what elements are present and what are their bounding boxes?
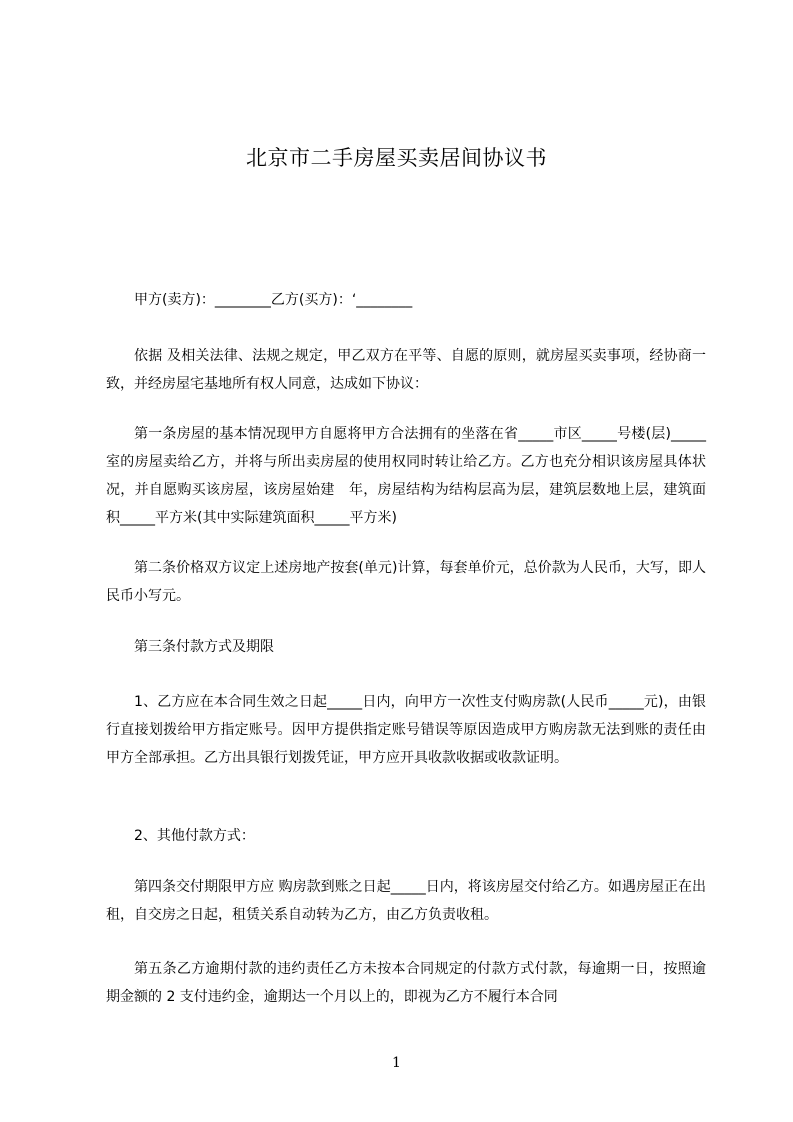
document-title: 北京市二手房屋买卖居间协议书	[246, 146, 547, 170]
article-3-heading: 第三条付款方式及期限	[134, 639, 274, 655]
article-4-paragraph: 第四条交付期限甲方应 购房款到账之日起_____日内，将该房屋交付给乙方。如遇房屋正在出租，自交房之日起，租赁关系自动转为乙方，由乙方负责收租。	[106, 879, 706, 923]
article-3-item-1: 1、乙方应在本合同生效之日起_____日内，向甲方一次性支付购房款(人民币_____元)，由银行直接划拨给甲方指定账号。因甲方提供指定账号错误等原因造成甲方购房款无法到账的责任由甲方全部承担。乙方出具银行划拨凭证，甲方应开具收款收据或收款证明。	[106, 694, 706, 766]
page-number: 1	[392, 1055, 401, 1071]
article-3-item-2: 2、其他付款方式：	[134, 828, 255, 844]
article-1-paragraph: 第一条房屋的基本情况现甲方自愿将甲方合法拥有的坐落在省_____市区_____号楼(层)_____室的房屋卖给乙方，并将与所出卖房屋的使用权同时转让给乙方。乙方也充分相识该房屋具体状况，并自愿购买该房屋，该房屋始建 年，房屋结构为结构层高为层，建筑层数地上层，建筑面积_____平方米(其中实际建筑面积_____平方米)	[106, 426, 707, 526]
intro-paragraph: 依据 及相关法律、法规之规定，甲乙双方在平等、自愿的原则，就房屋买卖事项，经协商一致，并经房屋宅基地所有权人同意，达成如下协议：	[106, 348, 706, 392]
parties-line: 甲方(卖方)：________乙方(买方)：‘________	[134, 292, 413, 308]
article-2-paragraph: 第二条价格双方议定上述房地产按套(单元)计算，每套单价元，总价款为人民币，大写，即人民币小写元。	[106, 560, 706, 604]
article-5-paragraph: 第五条乙方逾期付款的违约责任乙方未按本合同规定的付款方式付款，每逾期一日，按照逾期金额的 2 支付违约金，逾期达一个月以上的，即视为乙方不履行本合同	[106, 961, 706, 1005]
